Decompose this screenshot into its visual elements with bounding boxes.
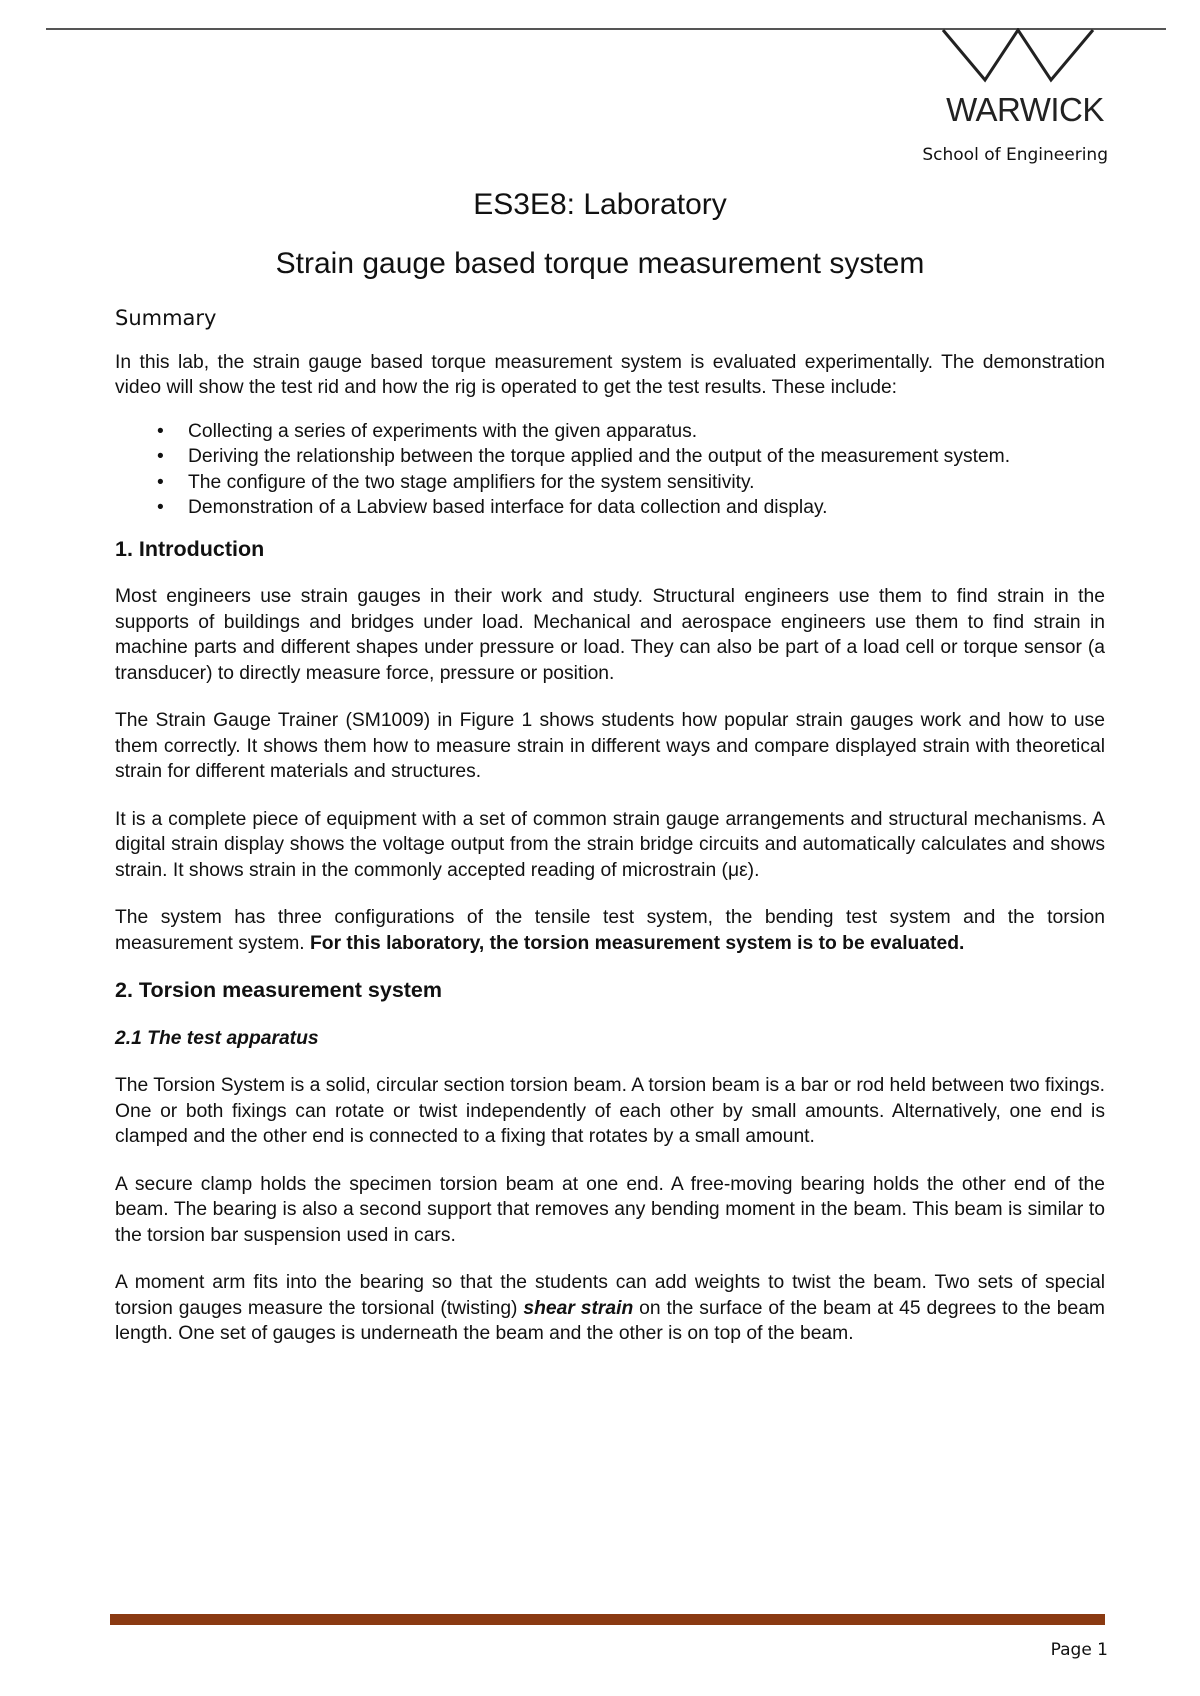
document-body [115, 306, 1105, 1347]
bullet-icon: • [157, 497, 164, 518]
torsion-paragraph-1: The Torsion System is a solid, circular section torsion beam. A torsion beam is a bar or rod held between two fixings. One or both fixings can rotate or twist independently of each other by small amounts. Alternatively, one end is clamped and the other end is connected to a fixing that rotates by a small amount. [115, 1075, 1105, 1147]
emphasis-bold: For this laboratory, the torsion measurement system is to be evaluated. [310, 932, 965, 954]
apparatus-subheading: 2.1 The test apparatus [115, 1027, 319, 1049]
warwick-w-icon [935, 28, 1115, 88]
list-item: • Demonstration of a Labview based interface for data collection and display. [115, 495, 1105, 521]
course-title: ES3E8: Laboratory [473, 188, 727, 221]
list-item: • The configure of the two stage amplifiers for the system sensitivity. [115, 470, 1105, 496]
summary-bullets [115, 419, 1105, 521]
page-number: Page 1 [1050, 1640, 1108, 1660]
torsion-paragraph-3: A moment arm fits into the bearing so that the students can add weights to twist the beam. Two sets of special torsion gauges measure the torsional (twisting) shear strain on the surface of the beam at 45 degrees to the beam length. One set of gauges is underneath the beam and the other is on top of the beam. [115, 1272, 1105, 1344]
torsion-paragraph-2: A secure clamp holds the specimen torsion beam at one end. A free-moving bearing holds the other end of the beam. The bearing is also a second support that removes any bending moment in the beam. This beam is similar to the torsion bar suspension used in cars. [115, 1173, 1105, 1246]
bullet-icon: • [157, 420, 164, 442]
intro-paragraph-1: Most engineers use strain gauges in their work and study. Structural engineers use them to find strain in the supports of buildings and bridges under load. Mechanical and aerospace engineers use them to find strain in machine parts and different shapes under pressure or load. They can also be part of a load cell or torque sensor (a transducer) to directly measure force, pressure or position. [115, 586, 1105, 684]
intro-paragraph-2: The Strain Gauge Trainer (SM1009) in Figure 1 shows students how popular strain gauges work and how to use them correctly. It shows them how to measure strain in different ways and compare displayed strain with theoretical strain for different materials and structures. [115, 710, 1105, 782]
intro-paragraph-4: The system has three configurations of the tensile test system, the bending test system and the torsion measurement system. For this laboratory, the torsion measurement system is to be evaluated. [115, 907, 1105, 954]
intro-paragraph-3: It is a complete piece of equipment with a set of common strain gauge arrangements and structural mechanisms. A digital strain display shows the voltage output from the strain bridge circuits and automatically calculates and shows strain. It shows strain in the commonly accepted reading of microstrain (με). [115, 808, 1105, 881]
list-item: • Collecting a series of experiments with the given apparatus. [115, 419, 1105, 445]
emphasis-bold-italic: shear strain [523, 1297, 634, 1319]
introduction-heading: 1. Introduction [115, 536, 265, 561]
torsion-heading: 2. Torsion measurement system [115, 978, 443, 1002]
summary-heading: Summary [115, 306, 217, 330]
school-name: School of Engineering [922, 145, 1108, 165]
lab-title: Strain gauge based torque measurement system [275, 247, 925, 280]
bullet-icon: • [157, 446, 164, 467]
warwick-logo [935, 28, 1115, 132]
footer-bar [110, 1614, 1105, 1625]
summary-intro: In this lab, the strain gauge based torque measurement system is evaluated experimentally. The demonstration video will show the test rid and how the rig is operated to get the test results. These include: [115, 351, 1105, 398]
bullet-icon: • [157, 471, 164, 493]
logo-wordmark: WARWICK [946, 91, 1104, 128]
list-item: • Deriving the relationship between the torque applied and the output of the measurement system. [115, 444, 1105, 470]
